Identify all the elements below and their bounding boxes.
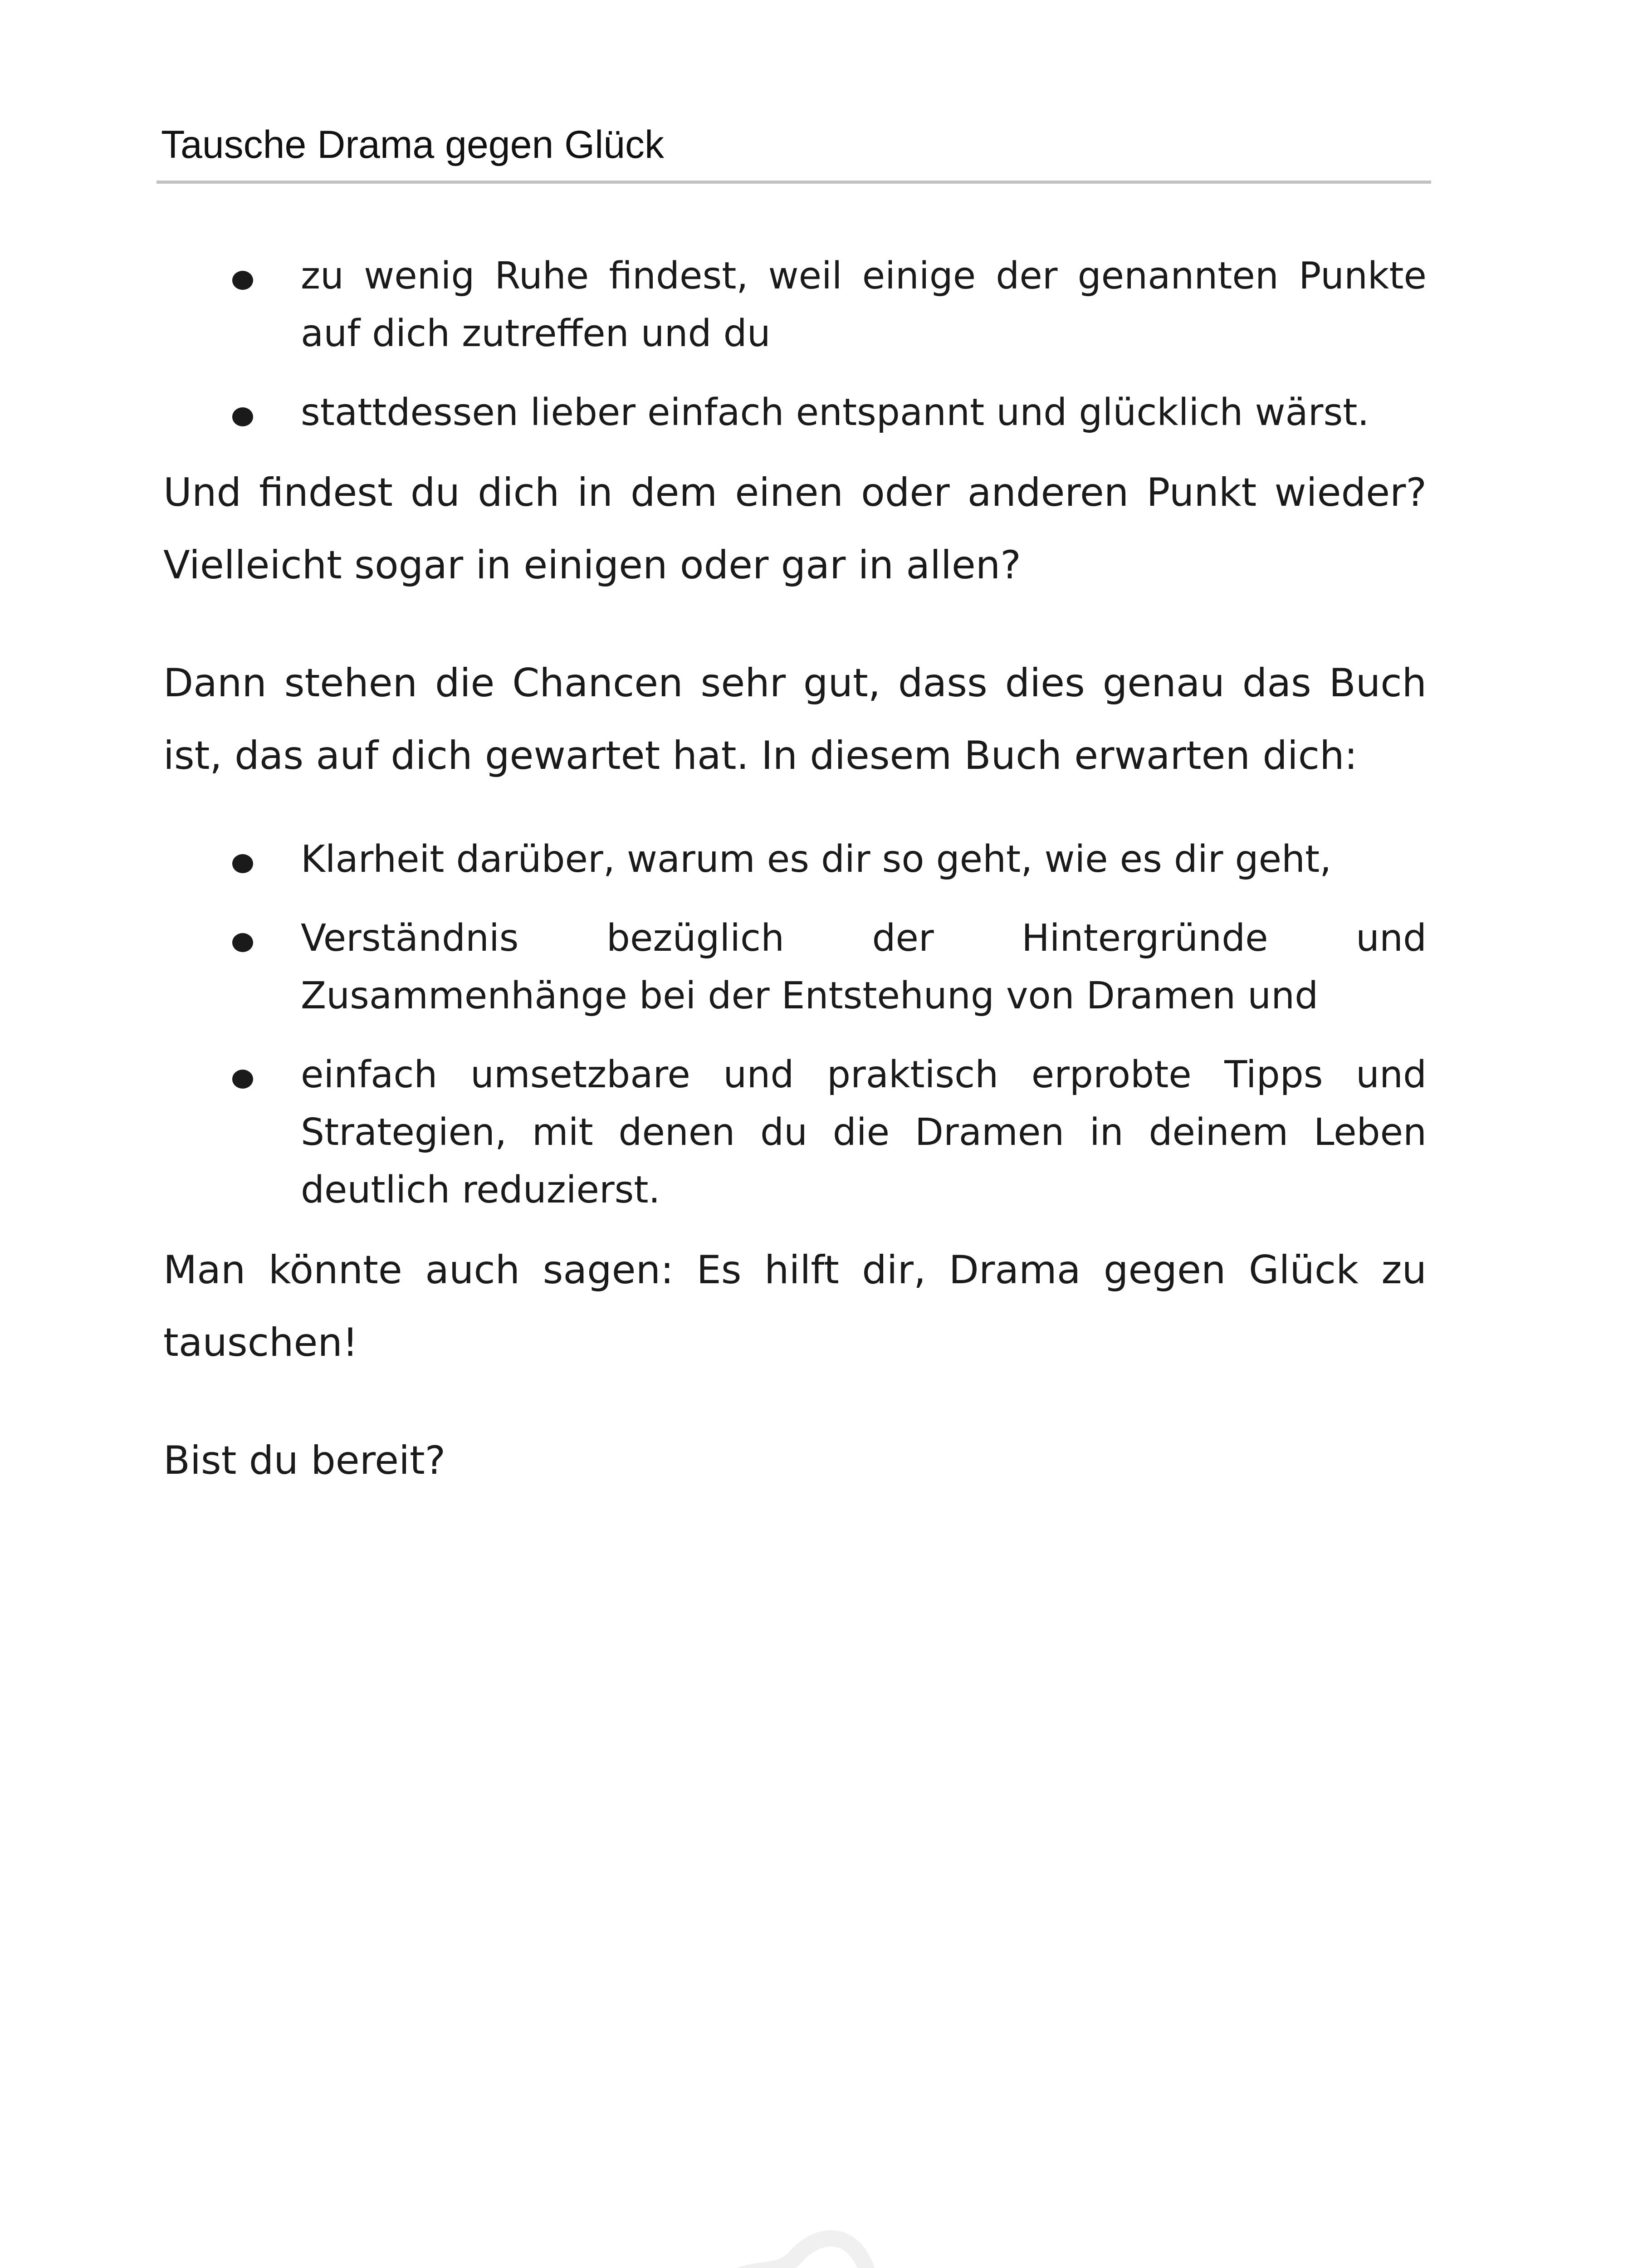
- list-item: [163, 831, 1427, 888]
- bullet-dot-icon: [232, 271, 253, 290]
- bullet-dot-icon: [232, 1070, 253, 1089]
- running-header: Tausche Drama gegen Glück: [161, 123, 665, 166]
- page-body: [163, 247, 1427, 1497]
- list-item-text: stattdessen lieber einfach entspannt und glücklich wärst.: [301, 391, 1369, 434]
- list-item-text: zu wenig Ruhe findest, weil einige der genannten Punkte auf dich zutreffen und du: [301, 254, 1427, 355]
- bullet-dot-icon: [232, 407, 253, 426]
- bullet-list-2: [163, 831, 1427, 1219]
- bullet-dot-icon: [232, 854, 253, 873]
- paragraph: Dann stehen die Chancen sehr gut, dass dies genau das Buch ist, das auf dich gewartet hat. In diesem Buch erwarten dich:: [163, 660, 1427, 778]
- list-item-text: Klarheit darüber, warum es dir so geht, wie es dir geht,: [301, 838, 1332, 881]
- list-item: [163, 384, 1427, 441]
- list-item: [163, 247, 1427, 362]
- list-item: [163, 909, 1427, 1025]
- bullet-list-1: [163, 247, 1427, 441]
- paragraph: Und findest du dich in dem einen oder anderen Punkt wieder? Vielleicht sogar in einigen oder gar in allen?: [163, 470, 1427, 588]
- watermark-outline-icon: [671, 2209, 907, 2268]
- list-item: [163, 1046, 1427, 1219]
- paragraph: Bist du bereit?: [163, 1438, 446, 1483]
- list-item-text: einfach umsetzbare und praktisch erprobte Tipps und Strategien, mit denen du die Dramen in deinem Leben deutlich reduzierst.: [301, 1053, 1427, 1212]
- header-divider: [156, 181, 1431, 184]
- paragraph: Man könnte auch sagen: Es hilft dir, Drama gegen Glück zu tauschen!: [163, 1247, 1427, 1365]
- list-item-text: Verständnis bezüglich der Hintergründe und Zusammenhänge bei der Entstehung von Dramen und: [301, 917, 1427, 1017]
- bullet-dot-icon: [232, 933, 253, 952]
